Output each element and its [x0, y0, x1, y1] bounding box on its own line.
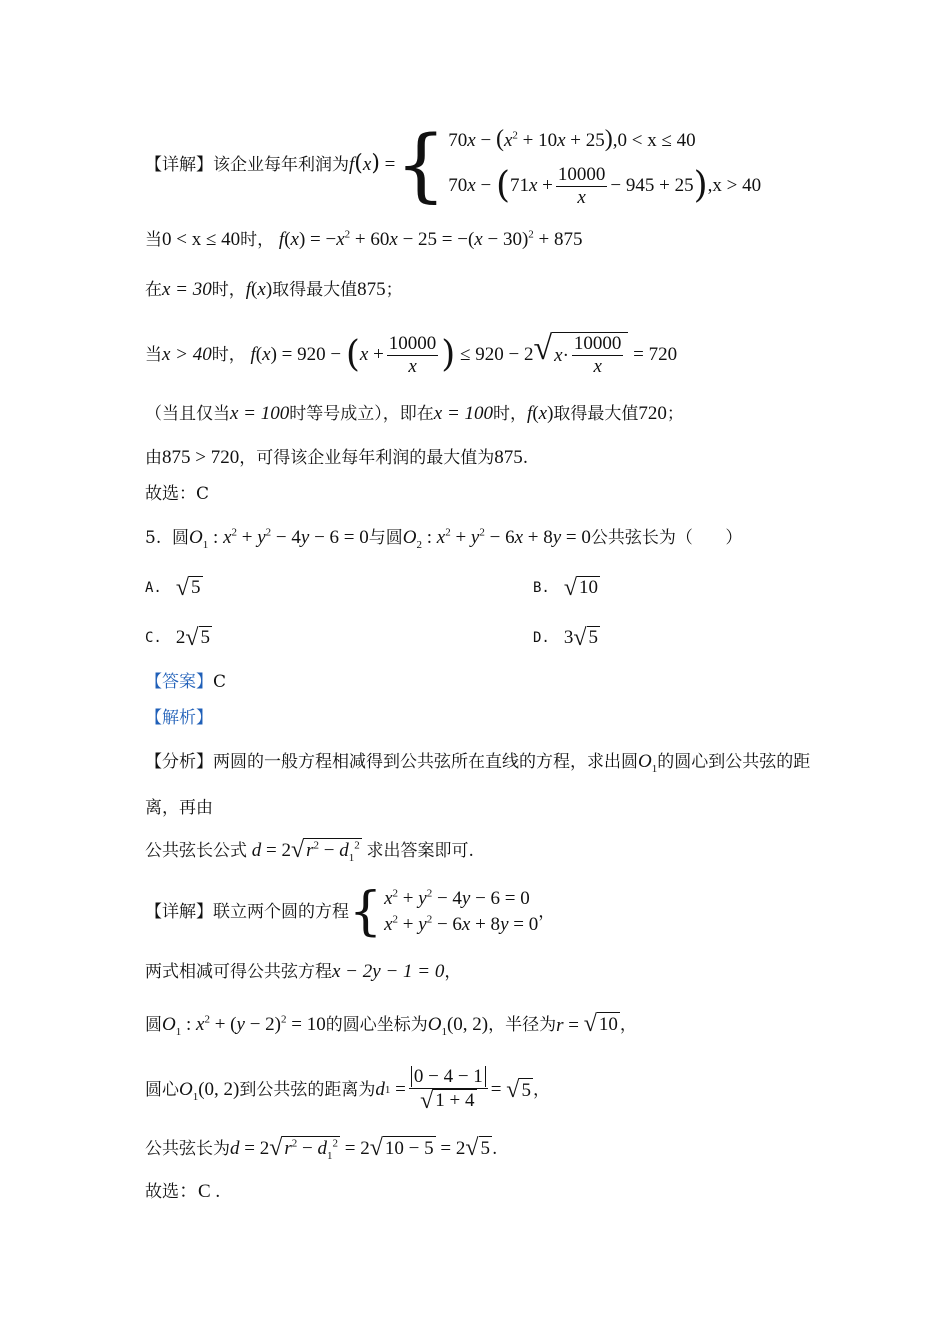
line-comparison: 由 875 > 720 ，可得该企业每年利润的最大值为 875 .: [145, 447, 529, 468]
chord-length-result: d = 2 √ $r^2 - d_1^2$ = 2 √ 10 − 5 = 2 √ 5: [230, 1135, 491, 1162]
analysis-tag: 【解析】: [145, 708, 213, 728]
function-fx: f(x) =: [349, 151, 396, 176]
option-c[interactable]: C. 2 √ 5: [145, 625, 211, 651]
piecewise-brace: {: [395, 118, 447, 211]
detail-profit-function: [145, 120, 761, 210]
line-case-large-x: 当 x > 40 时， f ( x ) = 920 − ( x + $\frac{10000}{x}$ ) ≤ 920 − 2 √ x · $\frac{10000}{x}$ = 720: [145, 330, 678, 377]
answer-value: C: [213, 672, 227, 692]
circle-o1-equation: $O_1$ : $x^2 + y^2 - 4y - 6 = 0$: [189, 526, 369, 551]
case-1: $70x - (x^2 + 10x + 25),0 < x \le 40$: [448, 126, 696, 152]
question-5: 5. 圆 $O_1$ : $x^2 + y^2 - 4y - 6 = 0$ 与圆 $O_2$ : $x^2 + y^2 - 6x + 8y = 0$ 公共弦长为（ ）: [145, 526, 743, 551]
piecewise-cases: [448, 119, 761, 211]
analysis-line-1: 【分析】两圆的一般方程相减得到公共弦所在直线的方程，求出圆 $O_1$ 的圆心到公共弦的距: [145, 751, 811, 775]
line-chord-length: 公共弦长为 d = 2 √ $r^2 - d_1^2$ = 2 √ 10 − 5 = 2 √ 5 .: [145, 1135, 498, 1162]
analysis-line-3: 公共弦长公式 d = 2 √ $r^2 - d_1^2$ 求出答案即可.: [145, 837, 474, 864]
equation-system: $x^2 + y^2 - 4y - 6 = 0$ $x^2 + y^2 - 6x + 8y = 0$: [384, 887, 539, 935]
line-circle-center: 圆 $O_1$ : $x^2 + (y - 2)^2 = 10$ 的圆心坐标为 $O_1(0$, 2) ，半径为 r = √ 10 ，: [145, 1011, 637, 1038]
question-number: 5.: [145, 528, 162, 548]
line-case-small-x: 当 0 < x ≤ 40 时， $f(x) = -x^2 + 60x - 25 = -(x - 30)^2 + 875$: [145, 228, 583, 250]
line-distance: 圆心 $O_1(0$, 2) 到公共弦的距离为 d 1 = 0 − 4 − 1 √ 1 + 4 = √ 5 ，: [145, 1066, 550, 1114]
option-a[interactable]: A. √ 5: [145, 575, 201, 601]
answer-line: [145, 670, 226, 694]
option-b[interactable]: B. √ 10: [533, 575, 599, 601]
choice-line-2: 故选 ：C .: [145, 1181, 221, 1202]
choice-line-1: 故选：C: [145, 484, 210, 504]
case-2: 70 x − ( 71 x + $\frac{10000}{x}$ − 945 + 25 ) ,x > 40: [448, 163, 762, 208]
distance-formula: d 1 = 0 − 4 − 1 √ 1 + 4 = √ 5: [375, 1066, 531, 1114]
detail-system: 【详解】联立两个圆的方程 { $x^2 + y^2 - 4y - 6 = 0$ $x^2 + y^2 - 6x + 8y = 0$ ，: [145, 882, 556, 942]
circle-o2-equation: $O_2$ : $x^2 + y^2 - 6x + 8y = 0$: [402, 526, 591, 551]
line-equality-condition: （当且仅当 x = 100 时等号成立），即在 x = 100 时， f(x) 取得最大值 720 ；: [145, 403, 684, 424]
answer-tag: 【答案】: [145, 672, 213, 692]
line-common-chord: 两式相减可得公共弦方程 x − 2y − 1 = 0 ，: [145, 961, 462, 982]
line-max-at-30: 在 x = 30 时， f(x) 取得最大值 875 ；: [145, 279, 403, 300]
expanded-fx: $f(x) = -x^2 + 60x - 25 = -(x - 30)^2 + 875$: [278, 228, 583, 250]
option-d[interactable]: D. 3 √ 5: [533, 625, 599, 651]
chord-length-formula: d = 2 √ $r^2 - d_1^2$: [251, 837, 360, 864]
analysis-line-2: 离，再由: [145, 798, 213, 818]
detail-label: 【详解】该企业每年利润为: [145, 155, 349, 175]
inequality-expression: f ( x ) = 920 − ( x + $\frac{10000}{x}$ ) ≤ 920 − 2 √ x · $\frac{10000}{x}$ = 720: [250, 330, 678, 377]
